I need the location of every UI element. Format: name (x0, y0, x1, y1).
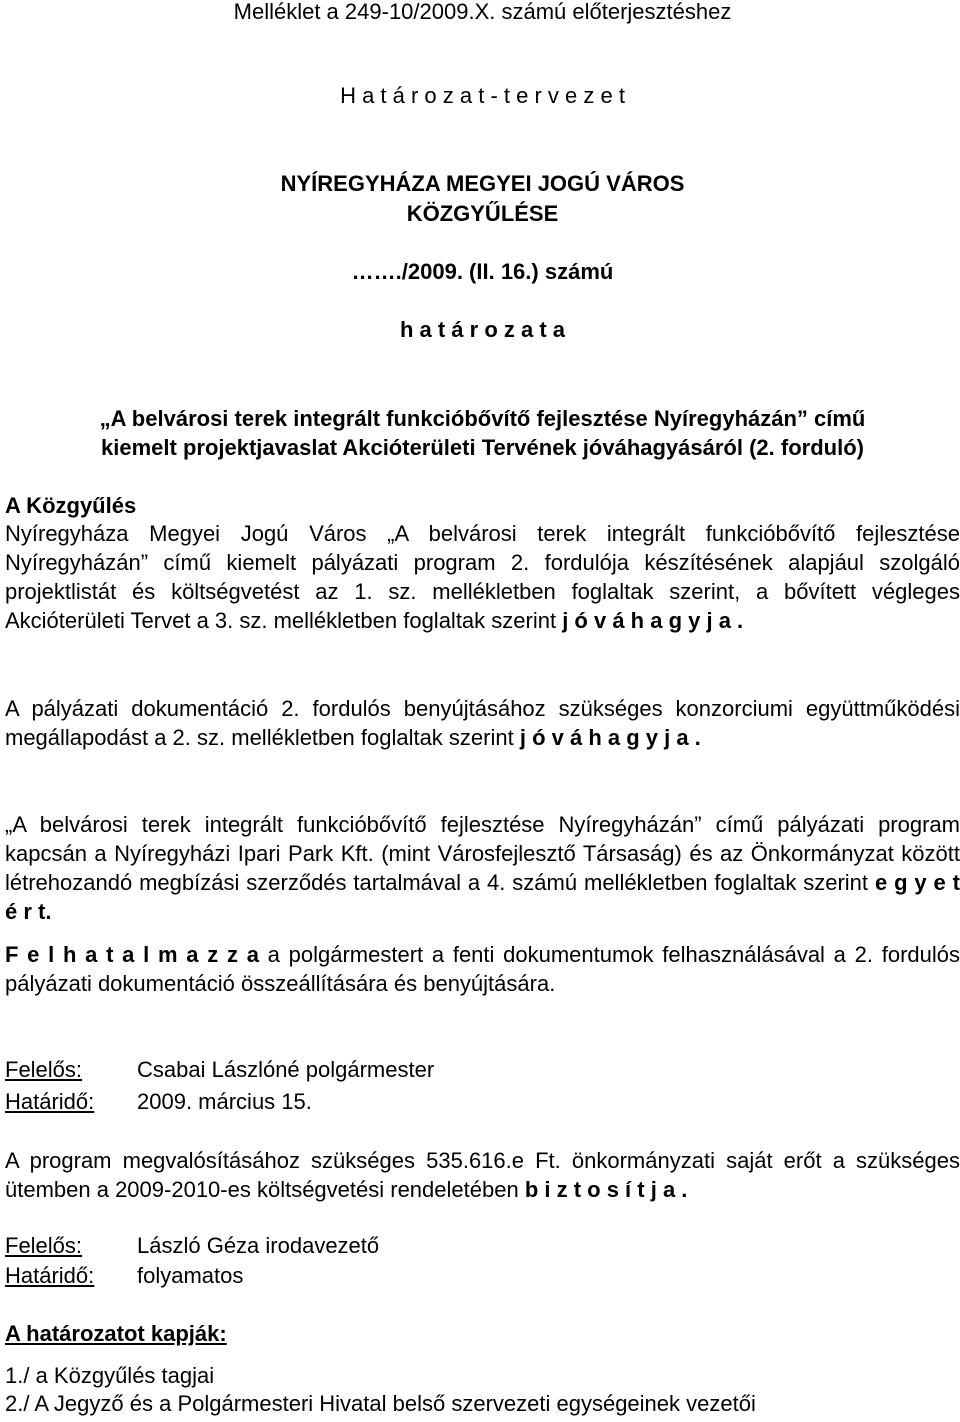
paragraph-approval-2 (5, 694, 960, 752)
draft-title: H a t á r o z a t - t e r v e z e t (340, 83, 625, 108)
responsible-row-1 (5, 1056, 434, 1084)
assembly-heading: A Közgyűlés (5, 493, 137, 518)
approves-verb: j ó v á h a g y j a . (519, 725, 701, 750)
paragraph-text: Nyíregyháza Megyei Jogú Város „A belvárosi terek integrált funkcióbővítő fejlesztése Nyíregyházán” című kiemelt pályázati program 2. fordulója készítésének alapjául szolgáló projektlistát és költségvetést az 1. sz. mellékletben foglaltak szerint, a bővített végleges Akcióterületi Tervet a 3. sz. mellékletben foglaltak szerint (5, 521, 960, 633)
paragraph-approval-1 (5, 519, 960, 635)
paragraph-text: a polgármestert a fenti dokumentumok felhasználásával a 2. fordulós pályázati dokumentáció összeállítására és benyújtására. (5, 942, 960, 996)
resolution-number: ……./2009. (II. 16.) számú (351, 259, 614, 284)
recipient-item: 1./ a Közgyűlés tagjai (5, 1363, 215, 1388)
deadline-label: Határidő: (5, 1089, 95, 1114)
recipients-heading: A határozatot kapják: (5, 1321, 227, 1346)
responsible-label: Felelős: (5, 1233, 83, 1258)
responsible-label: Felelős: (5, 1057, 83, 1082)
responsible-value: László Géza irodavezető (137, 1233, 380, 1258)
authorizes-verb: F e l h a t a l m a z z a (5, 942, 259, 967)
resolution-word: h a t á r o z a t a (399, 317, 566, 342)
paragraph-funding (5, 1146, 960, 1204)
responsible-row-2 (5, 1232, 379, 1260)
responsible-value: Csabai Lászlóné polgármester (137, 1057, 435, 1082)
paragraph-text: A pályázati dokumentáció 2. fordulós benyújtásához szükséges konzorciumi együttműködési megállapodást a 2. sz. mellékletben foglaltak szerint (5, 696, 960, 750)
attachment-note: Melléklet a 249-10/2009.X. számú előterjesztéshez (233, 0, 732, 24)
org-name-line1: NYÍREGYHÁZA MEGYEI JOGÚ VÁROS (280, 171, 685, 196)
deadline-label: Határidő: (5, 1263, 95, 1288)
deadline-value: folyamatos (137, 1263, 244, 1288)
recipient-item: 2./ A Jegyző és a Polgármesteri Hivatal belső szervezeti egységeinek vezetői (5, 1391, 756, 1416)
ensures-verb: b i z t o s í t j a . (524, 1177, 688, 1202)
subject-line1: „A belvárosi terek integrált funkcióbővítő fejlesztése Nyíregyházán” című (99, 406, 866, 431)
paragraph-agreement (5, 810, 960, 926)
deadline-value: 2009. március 15. (137, 1089, 312, 1114)
paragraph-authorization (5, 940, 960, 998)
paragraph-text: „A belvárosi terek integrált funkcióbővítő fejlesztése Nyíregyházán” című pályázati program kapcsán a Nyíregyházi Ipari Park Kft. (mint Városfejlesztő Társaság) és az Önkormányzat között létrehozandó megbízási szerződés tartalmával a 4. számú mellékletben foglaltak szerint (5, 812, 960, 895)
deadline-row-1 (5, 1088, 312, 1116)
approves-verb: j ó v á h a g y j a . (562, 608, 744, 633)
subject-line2: kiemelt projektjavaslat Akcióterületi Tervének jóváhagyásáról (2. forduló) (101, 435, 864, 460)
paragraph-text: A program megvalósításához szükséges 535.616.e Ft. önkormányzati saját erőt a szükséges ütemben a 2009-2010-es költségvetési rendeletében (5, 1148, 960, 1202)
agrees-verb: e g y e t é r t. (5, 870, 960, 924)
deadline-row-2 (5, 1262, 243, 1290)
org-name-line2: KÖZGYŰLÉSE (406, 201, 559, 226)
